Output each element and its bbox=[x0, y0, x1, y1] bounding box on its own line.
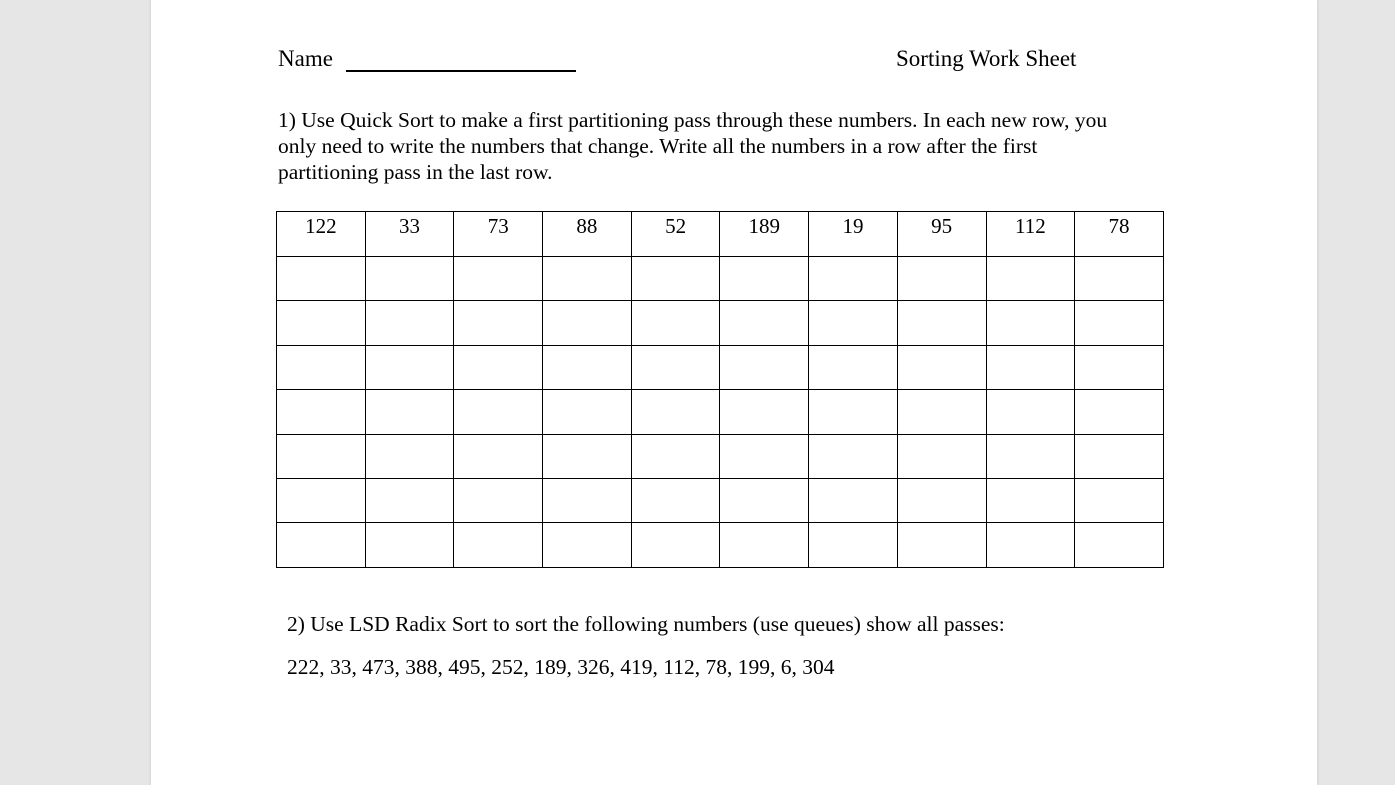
blank-cell[interactable] bbox=[1075, 390, 1164, 434]
question-1-text: 1) Use Quick Sort to make a first partitioning pass through these numbers. In each new row, you only need to write the numbers that change. Write all the numbers in a row after the first partitioning pass in the last row. bbox=[278, 108, 1108, 184]
worksheet-page bbox=[151, 0, 1317, 785]
table-row bbox=[277, 301, 1164, 345]
blank-cell[interactable] bbox=[631, 257, 720, 301]
blank-cell[interactable] bbox=[543, 301, 632, 345]
number-cell: 88 bbox=[543, 212, 632, 257]
blank-cell[interactable] bbox=[986, 523, 1075, 567]
blank-cell[interactable] bbox=[1075, 523, 1164, 567]
quick-sort-table bbox=[276, 211, 1164, 568]
blank-cell[interactable] bbox=[365, 434, 454, 478]
number-cell: 112 bbox=[986, 212, 1075, 257]
blank-cell[interactable] bbox=[720, 301, 809, 345]
number-cell: 33 bbox=[365, 212, 454, 257]
number-cell: 122 bbox=[277, 212, 366, 257]
blank-cell[interactable] bbox=[720, 390, 809, 434]
blank-cell[interactable] bbox=[809, 257, 898, 301]
number-cell: 73 bbox=[454, 212, 543, 257]
blank-cell[interactable] bbox=[809, 301, 898, 345]
blank-cell[interactable] bbox=[365, 523, 454, 567]
name-label: Name bbox=[278, 46, 333, 71]
blank-cell[interactable] bbox=[720, 257, 809, 301]
blank-cell[interactable] bbox=[543, 345, 632, 389]
blank-cell[interactable] bbox=[897, 345, 986, 389]
blank-cell[interactable] bbox=[720, 478, 809, 522]
blank-cell[interactable] bbox=[277, 301, 366, 345]
table-row bbox=[277, 345, 1164, 389]
blank-cell[interactable] bbox=[454, 301, 543, 345]
blank-cell[interactable] bbox=[365, 390, 454, 434]
blank-cell[interactable] bbox=[277, 390, 366, 434]
blank-cell[interactable] bbox=[277, 345, 366, 389]
blank-cell[interactable] bbox=[1075, 301, 1164, 345]
blank-cell[interactable] bbox=[631, 478, 720, 522]
blank-cell[interactable] bbox=[1075, 434, 1164, 478]
radix-sort-numbers: 222, 33, 473, 388, 495, 252, 189, 326, 419, 112, 78, 199, 6, 304 bbox=[287, 655, 835, 679]
blank-cell[interactable] bbox=[543, 390, 632, 434]
blank-cell[interactable] bbox=[365, 257, 454, 301]
blank-cell[interactable] bbox=[720, 434, 809, 478]
blank-cell[interactable] bbox=[454, 434, 543, 478]
blank-cell[interactable] bbox=[365, 478, 454, 522]
blank-cell[interactable] bbox=[454, 478, 543, 522]
blank-cell[interactable] bbox=[1075, 257, 1164, 301]
blank-cell[interactable] bbox=[365, 345, 454, 389]
blank-cell[interactable] bbox=[809, 390, 898, 434]
table-row bbox=[277, 390, 1164, 434]
blank-cell[interactable] bbox=[365, 301, 454, 345]
number-cell: 189 bbox=[720, 212, 809, 257]
blank-cell[interactable] bbox=[631, 434, 720, 478]
table-row bbox=[277, 523, 1164, 567]
blank-cell[interactable] bbox=[986, 257, 1075, 301]
blank-cell[interactable] bbox=[1075, 345, 1164, 389]
blank-cell[interactable] bbox=[277, 523, 366, 567]
table-row bbox=[277, 478, 1164, 522]
number-cell: 19 bbox=[809, 212, 898, 257]
blank-cell[interactable] bbox=[986, 478, 1075, 522]
blank-cell[interactable] bbox=[897, 523, 986, 567]
blank-cell[interactable] bbox=[454, 257, 543, 301]
name-blank-line bbox=[346, 70, 576, 72]
blank-cell[interactable] bbox=[631, 345, 720, 389]
number-cell: 95 bbox=[897, 212, 986, 257]
blank-cell[interactable] bbox=[454, 345, 543, 389]
blank-cell[interactable] bbox=[543, 523, 632, 567]
blank-cell[interactable] bbox=[631, 390, 720, 434]
number-cell: 52 bbox=[631, 212, 720, 257]
blank-cell[interactable] bbox=[543, 434, 632, 478]
blank-cell[interactable] bbox=[809, 345, 898, 389]
page-title: Sorting Work Sheet bbox=[896, 46, 1077, 71]
blank-cell[interactable] bbox=[986, 345, 1075, 389]
blank-cell[interactable] bbox=[631, 301, 720, 345]
blank-cell[interactable] bbox=[897, 301, 986, 345]
blank-cell[interactable] bbox=[986, 434, 1075, 478]
blank-cell[interactable] bbox=[986, 390, 1075, 434]
blank-cell[interactable] bbox=[277, 434, 366, 478]
question-2-text: 2) Use LSD Radix Sort to sort the following numbers (use queues) show all passes: bbox=[287, 612, 1005, 636]
blank-cell[interactable] bbox=[809, 523, 898, 567]
table-row bbox=[277, 257, 1164, 301]
number-cell: 78 bbox=[1075, 212, 1164, 257]
blank-cell[interactable] bbox=[809, 478, 898, 522]
table-row bbox=[277, 212, 1164, 257]
blank-cell[interactable] bbox=[454, 523, 543, 567]
blank-cell[interactable] bbox=[277, 478, 366, 522]
blank-cell[interactable] bbox=[631, 523, 720, 567]
blank-cell[interactable] bbox=[897, 390, 986, 434]
blank-cell[interactable] bbox=[1075, 478, 1164, 522]
blank-cell[interactable] bbox=[454, 390, 543, 434]
blank-cell[interactable] bbox=[897, 257, 986, 301]
blank-cell[interactable] bbox=[986, 301, 1075, 345]
blank-cell[interactable] bbox=[897, 478, 986, 522]
blank-cell[interactable] bbox=[720, 523, 809, 567]
blank-cell[interactable] bbox=[543, 257, 632, 301]
blank-cell[interactable] bbox=[720, 345, 809, 389]
blank-cell[interactable] bbox=[277, 257, 366, 301]
blank-cell[interactable] bbox=[897, 434, 986, 478]
blank-cell[interactable] bbox=[543, 478, 632, 522]
table-row bbox=[277, 434, 1164, 478]
blank-cell[interactable] bbox=[809, 434, 898, 478]
